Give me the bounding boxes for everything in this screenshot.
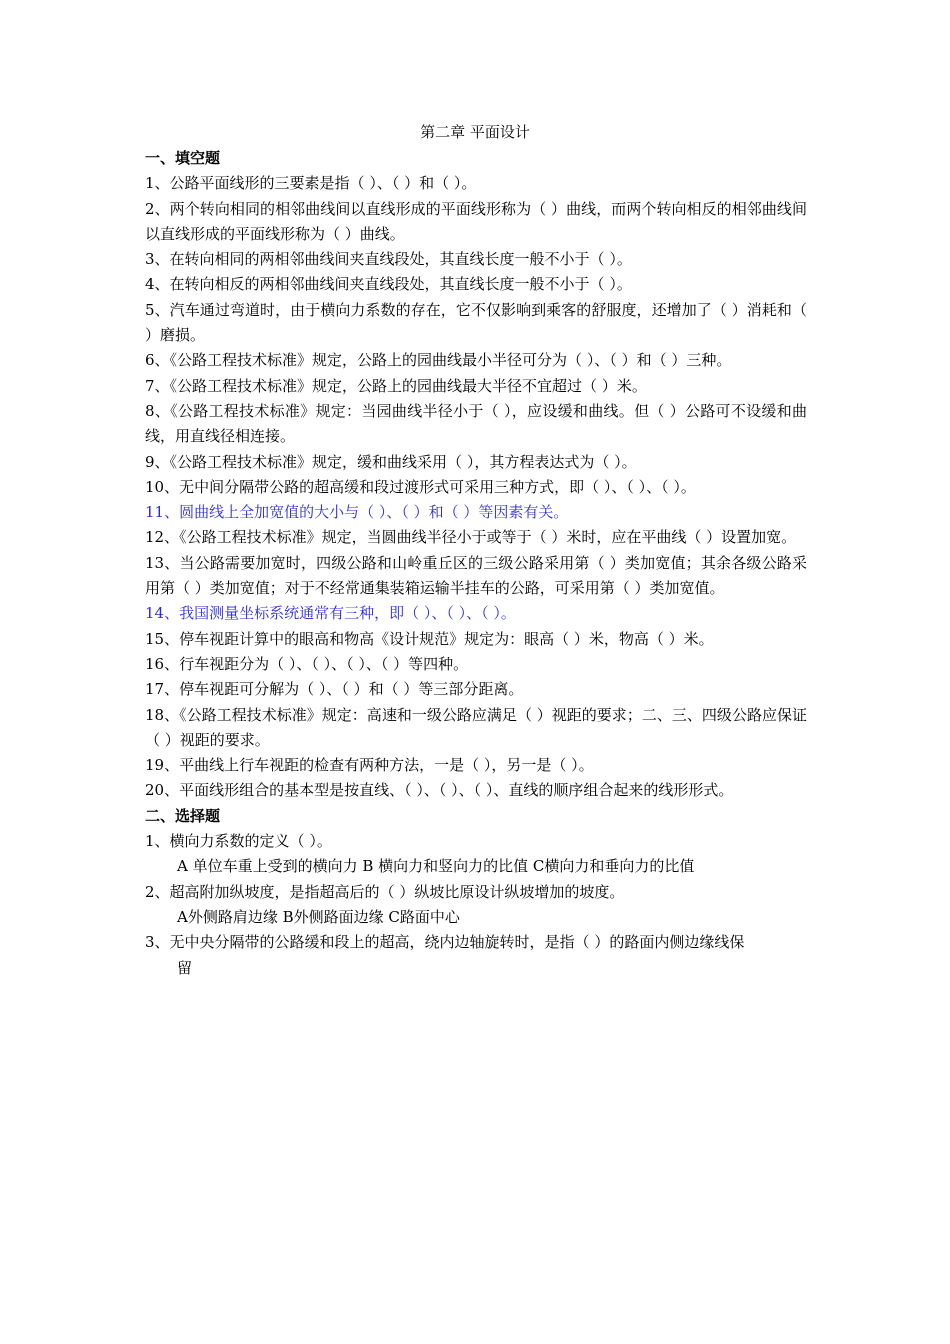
choice-question-3-continuation: 留 bbox=[177, 958, 193, 977]
choice-question-1: 1、横向力系数的定义（ ）。 bbox=[145, 832, 332, 851]
question-2: 2、两个转向相同的相邻曲线间以直线形成的平面线形称为（ ）曲线，而两个转向相反的相邻曲线间以直线形成的平面线形称为（ ）曲线。 bbox=[145, 199, 807, 243]
question-18: 18、《公路工程技术标准》规定：高速和一级公路应满足（ ）视距的要求；二、三、四级公路应保证（ ）视距的要求。 bbox=[145, 705, 807, 749]
question-3: 3、在转向相同的两相邻曲线间夹直线段处，其直线长度一般不小于（ ）。 bbox=[145, 250, 632, 269]
choice-question-3: 3、无中央分隔带的公路缓和段上的超高，绕内边轴旋转时，是指（ ）的路面内侧边缘线保 bbox=[145, 933, 745, 952]
question-9: 9、《公路工程技术标准》规定，缓和曲线采用（ ），其方程表达式为（ ）。 bbox=[145, 452, 637, 471]
question-6: 6、《公路工程技术标准》规定，公路上的园曲线最小半径可分为（ ）、（ ）和（ ）三种。 bbox=[145, 351, 732, 370]
choice-question-2-options: A外侧路肩边缘 B外侧路面边缘 C路面中心 bbox=[177, 907, 460, 926]
question-19: 19、平曲线上行车视距的检查有两种方法，一是（ ），另一是（ ）。 bbox=[145, 756, 594, 775]
question-17: 17、停车视距可分解为（ ）、（ ）和（ ）等三部分距离。 bbox=[145, 680, 524, 699]
question-16: 16、行车视距分为（ ）、（ ）、（ ）、（ ）等四种。 bbox=[145, 654, 469, 673]
question-11: 11、圆曲线上全加宽值的大小与（ ）、（ ）和（ ）等因素有关。 bbox=[145, 503, 569, 522]
question-12: 12、《公路工程技术标准》规定，当圆曲线半径小于或等于（ ）米时，应在平曲线（ ）设置加宽。 bbox=[145, 528, 797, 547]
choice-question-1-options: A 单位车重上受到的横向力 B 横向力和竖向力的比值 C横向力和垂向力的比值 bbox=[177, 857, 695, 876]
question-13: 13、当公路需要加宽时，四级公路和山岭重丘区的三级公路采用第（ ）类加宽值；其余各级公路采用第（ ）类加宽值；对于不经常通集装箱运输半挂车的公路，可采用第（ ）类加宽值。 bbox=[145, 553, 807, 598]
section-heading-fill-in: 一、填空题 bbox=[145, 149, 221, 167]
question-1: 1、公路平面线形的三要素是指（ ）、（ ）和（ ）。 bbox=[145, 174, 477, 193]
section-heading-multiple-choice: 二、选择题 bbox=[145, 806, 221, 825]
question-15: 15、停车视距计算中的眼高和物高《设计规范》规定为：眼高（ ）米，物高（ ）米。 bbox=[145, 629, 714, 648]
question-10: 10、无中间分隔带公路的超高缓和段过渡形式可采用三种方式，即（ ）、（ ）、（ ）。 bbox=[145, 477, 696, 496]
document-body bbox=[145, 146, 807, 981]
question-8: 8、《公路工程技术标准》规定：当园曲线半径小于（ ），应设缓和曲线。但（ ）公路可不设缓和曲线，用直线径相连接。 bbox=[145, 401, 807, 446]
question-5: 5、汽车通过弯道时，由于横向力系数的存在，它不仅影响到乘客的舒服度，还增加了（ ）消耗和（ ）磨损。 bbox=[145, 300, 807, 345]
question-4: 4、在转向相反的两相邻曲线间夹直线段处，其直线长度一般不小于（ ）。 bbox=[145, 275, 632, 294]
choice-question-2: 2、超高附加纵坡度，是指超高后的（ ）纵坡比原设计纵坡增加的坡度。 bbox=[145, 882, 625, 901]
question-20: 20、平面线形组合的基本型是按直线、（ ）、（ ）、（ ）、直线的顺序组合起来的线形形式。 bbox=[145, 781, 734, 800]
question-7: 7、《公路工程技术标准》规定，公路上的园曲线最大半径不宜超过（ ）米。 bbox=[145, 376, 647, 395]
question-14: 14、我国测量坐标系统通常有三种，即（ ）、（ ）、（ ）。 bbox=[145, 604, 516, 623]
page-title: 第二章 平面设计 bbox=[420, 123, 530, 141]
